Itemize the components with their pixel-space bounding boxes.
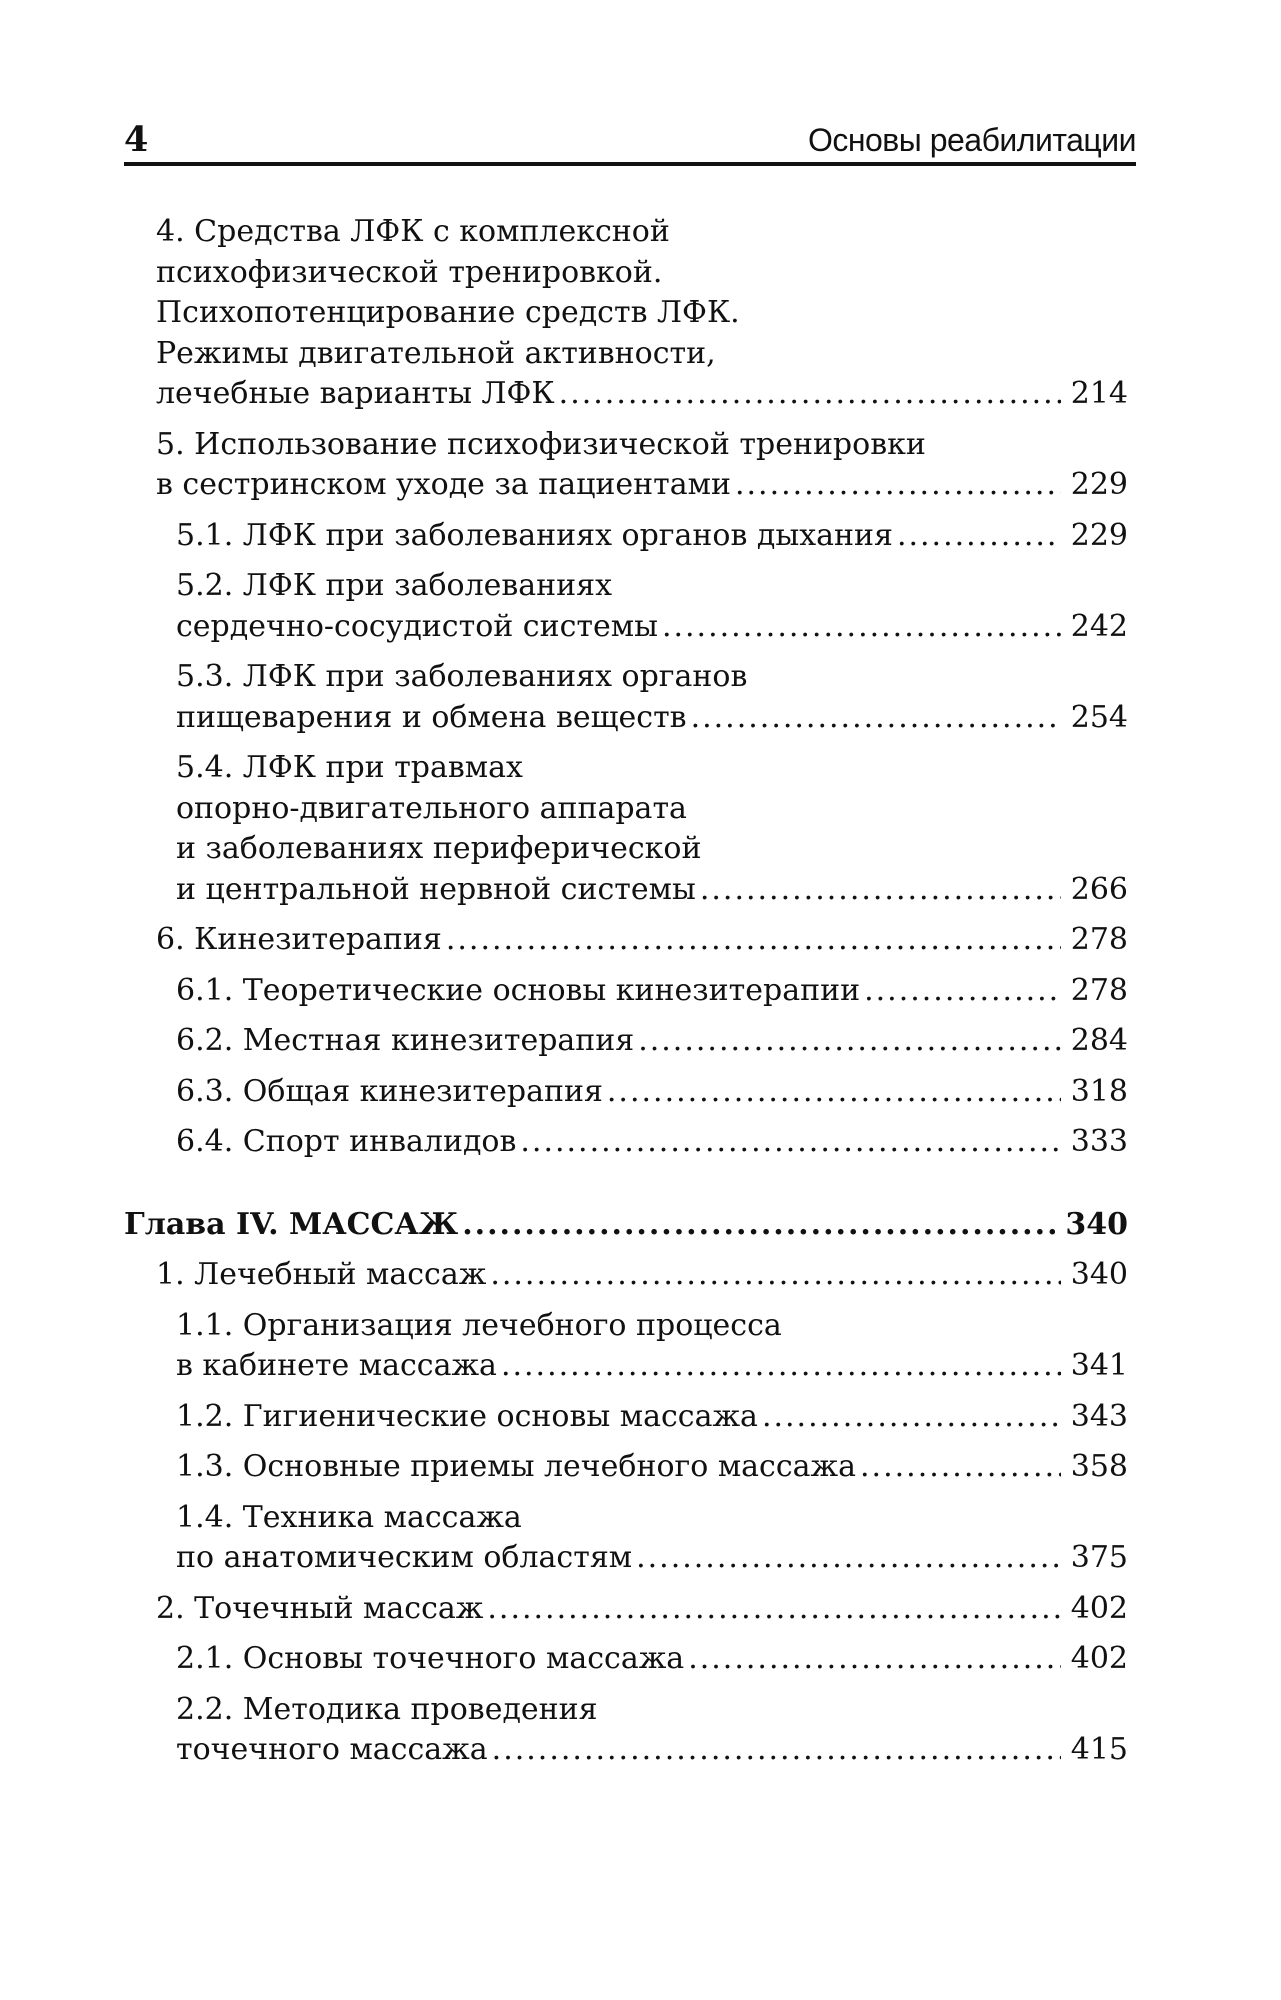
toc-entry-title: 5.1. ЛФК при заболеваниях органов дыхания — [176, 517, 893, 553]
toc-entry[interactable] — [124, 1306, 1128, 1387]
toc-entry[interactable] — [124, 1397, 1128, 1438]
toc-entry-title-line: Режимы двигательной активности, — [156, 335, 716, 371]
toc-entry-leader-line — [176, 1730, 1128, 1771]
dot-leader — [607, 1072, 1061, 1113]
toc-entry-leader-line — [176, 1072, 1128, 1113]
toc-entry-leader-line — [156, 465, 1128, 506]
dot-leader — [446, 920, 1061, 961]
toc-entry[interactable] — [124, 425, 1128, 506]
toc-entry-title-line: 5. Использование психофизической тренировки — [156, 426, 926, 462]
toc-entry-title: пищеварения и обмена веществ — [176, 699, 687, 735]
toc-entry[interactable] — [124, 212, 1128, 415]
toc-entry-title-line: и заболеваниях периферической — [176, 831, 702, 866]
toc-entry-title: 6.3. Общая кинезитерапия — [176, 1073, 603, 1109]
toc-entry[interactable] — [124, 1498, 1128, 1579]
dot-leader — [487, 1589, 1060, 1630]
toc-entry-title-line: Психопотенцирование средств ЛФК. — [156, 295, 740, 330]
running-title: Основы реабилитации — [807, 122, 1136, 158]
toc-entry-leader-line — [124, 1205, 1128, 1246]
toc-entry-leader-line — [176, 698, 1128, 739]
toc-page-number: 333 — [1070, 1124, 1128, 1159]
toc-entry-title: 6.4. Спорт инвалидов — [176, 1124, 517, 1159]
toc-entry-title-line: 1.1. Организация лечебного процесса — [176, 1307, 782, 1343]
toc-entry[interactable] — [124, 1639, 1128, 1680]
dot-leader — [462, 1205, 1055, 1246]
toc-page-number: 229 — [1070, 467, 1128, 502]
toc-entry-leader-line — [156, 1255, 1128, 1296]
toc-entry-title-line: 1.4. Техника массажа — [176, 1499, 522, 1535]
dot-leader — [501, 1346, 1061, 1387]
toc-entry[interactable] — [124, 1589, 1128, 1630]
toc-entry-leader-line — [156, 920, 1128, 961]
toc-entry-leader-line — [176, 1538, 1128, 1579]
toc-entry-leader-line — [176, 870, 1128, 911]
toc-entry-title: 1. Лечебный массаж — [156, 1257, 487, 1292]
toc-entry-title: 6.1. Теоретические основы кинезитерапии — [176, 972, 861, 1008]
dot-leader — [691, 698, 1061, 739]
toc-entry[interactable] — [124, 1690, 1128, 1771]
toc-page-number: 343 — [1070, 1398, 1128, 1434]
page-header — [124, 118, 1136, 162]
toc-page-number: 340 — [1070, 1257, 1128, 1292]
toc-entry[interactable] — [124, 748, 1128, 910]
toc-page-number: 318 — [1070, 1073, 1128, 1109]
toc-entry[interactable] — [124, 657, 1128, 738]
dot-leader — [700, 870, 1061, 911]
dot-leader — [662, 607, 1061, 648]
toc-entry-title: 2.1. Основы точечного массажа — [176, 1641, 685, 1676]
toc-entry-leader-line — [176, 1122, 1128, 1163]
toc-entry[interactable] — [124, 920, 1128, 961]
toc-entry-title-line: 2.2. Методика проведения — [176, 1691, 598, 1727]
toc-page-number: 284 — [1070, 1023, 1128, 1058]
toc-page-number: 214 — [1070, 376, 1128, 411]
toc-entry-title: в кабинете массажа — [176, 1348, 497, 1383]
toc-entry[interactable] — [124, 1072, 1128, 1113]
toc-entry-title: 6.2. Местная кинезитерапия — [176, 1023, 635, 1058]
toc-page-number: 341 — [1070, 1348, 1128, 1383]
toc-entry-leader-line — [176, 1639, 1128, 1680]
toc-entry-title-line: 5.3. ЛФК при заболеваниях органов — [176, 659, 748, 694]
toc-page-number: 415 — [1070, 1732, 1128, 1767]
toc-page-number: 229 — [1070, 517, 1128, 553]
toc-entry-title: 6. Кинезитерапия — [156, 922, 442, 957]
dot-leader — [638, 1021, 1061, 1062]
toc-entry-leader-line — [176, 1346, 1128, 1387]
toc-entry-title: лечебные варианты ЛФК — [156, 376, 555, 411]
toc-page-number: 375 — [1070, 1540, 1128, 1575]
toc-page-number: 242 — [1070, 608, 1128, 644]
toc-entry-leader-line — [176, 607, 1128, 648]
toc-entry-title: 1.2. Гигиенические основы массажа — [176, 1398, 758, 1434]
toc-page-number: 402 — [1070, 1590, 1128, 1626]
toc-page-number: 278 — [1070, 972, 1128, 1008]
dot-leader — [559, 374, 1061, 415]
toc-entry-leader-line — [156, 374, 1128, 415]
dot-leader — [897, 516, 1061, 557]
toc-page-number: 340 — [1065, 1206, 1128, 1242]
toc-page-number: 278 — [1070, 922, 1128, 957]
header-rule — [124, 162, 1136, 166]
toc-entry-leader-line — [176, 1397, 1128, 1438]
toc-entry[interactable] — [124, 1021, 1128, 1062]
dot-leader — [520, 1122, 1060, 1163]
toc-entry-title-line: 4. Средства ЛФК с комплексной — [156, 214, 670, 249]
toc-entry-title: в сестринском уходе за пациентами — [156, 467, 731, 502]
toc-entry-leader-line — [176, 516, 1128, 557]
toc-entry-title-line: опорно-двигательного аппарата — [176, 790, 687, 826]
dot-leader — [490, 1255, 1060, 1296]
toc-entry-title: и центральной нервной системы — [176, 871, 696, 907]
toc-page-number: 402 — [1070, 1641, 1128, 1676]
toc-entry[interactable] — [124, 566, 1128, 647]
toc-page-number: 266 — [1070, 871, 1128, 907]
toc-entry[interactable] — [124, 1122, 1128, 1163]
toc-entry-title: по анатомическим областям — [176, 1540, 633, 1575]
page-number: 4 — [124, 119, 149, 160]
toc-entry-leader-line — [176, 1447, 1128, 1488]
toc-entry-title-line: 5.4. ЛФК при травмах — [176, 750, 523, 785]
toc-entry-title-line: 5.2. ЛФК при заболеваниях — [176, 568, 612, 603]
toc-page-number: 254 — [1070, 699, 1128, 735]
table-of-contents — [124, 212, 1128, 1781]
toc-entry-title-line: психофизической тренировкой. — [156, 254, 663, 290]
toc-entry[interactable] — [124, 971, 1128, 1012]
toc-entry[interactable] — [124, 1447, 1128, 1488]
toc-entry-title: 2. Точечный массаж — [156, 1590, 484, 1626]
dot-leader — [636, 1538, 1061, 1579]
toc-entry-title: сердечно-сосудистой системы — [176, 608, 658, 644]
dot-leader — [864, 971, 1061, 1012]
dot-leader — [735, 465, 1061, 506]
toc-entry-title: Глава IV. МАССАЖ — [124, 1206, 459, 1242]
toc-chapter-entry[interactable] — [124, 1205, 1128, 1246]
toc-entry-title: 1.3. Основные приемы лечебного массажа — [176, 1449, 857, 1484]
dot-leader — [688, 1639, 1061, 1680]
toc-entry[interactable] — [124, 516, 1128, 557]
dot-leader — [762, 1397, 1061, 1438]
dot-leader — [860, 1447, 1061, 1488]
toc-entry-title: точечного массажа — [176, 1732, 488, 1767]
toc-entry-leader-line — [156, 1589, 1128, 1630]
toc-entry-leader-line — [176, 971, 1128, 1012]
toc-entry[interactable] — [124, 1255, 1128, 1296]
toc-page-number: 358 — [1070, 1449, 1128, 1484]
dot-leader — [492, 1730, 1061, 1771]
toc-entry-leader-line — [176, 1021, 1128, 1062]
